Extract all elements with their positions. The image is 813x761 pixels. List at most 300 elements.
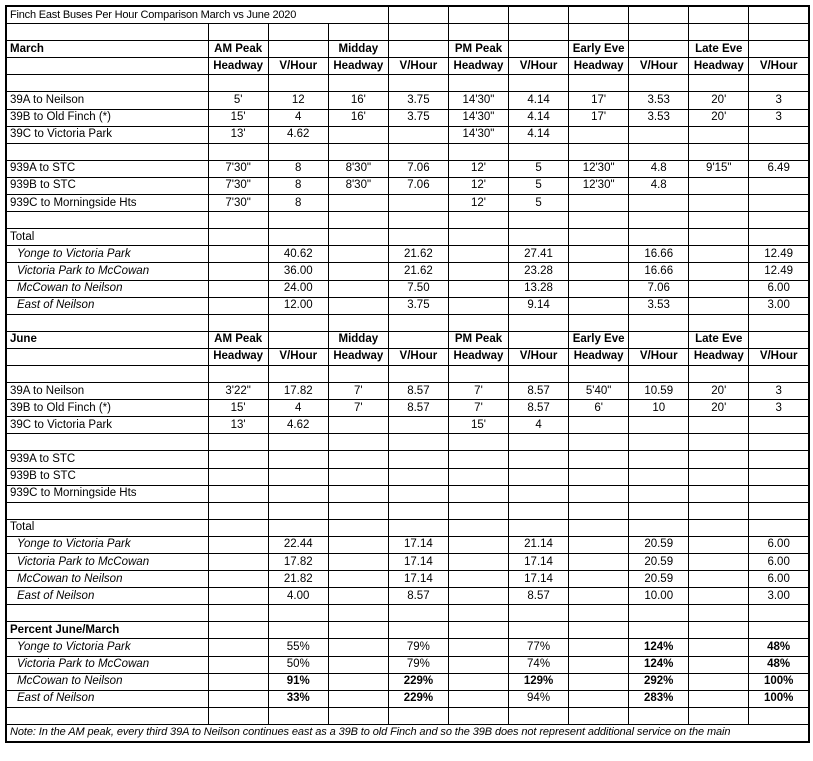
empty-cell[interactable]: [6, 75, 208, 92]
percent-value[interactable]: 129%: [509, 673, 569, 690]
empty-cell[interactable]: [569, 536, 629, 553]
empty-cell[interactable]: [388, 365, 448, 382]
percent-value[interactable]: 124%: [629, 639, 689, 656]
empty-cell[interactable]: [749, 229, 809, 246]
percent-value[interactable]: 33%: [268, 690, 328, 707]
percent-value[interactable]: 79%: [388, 639, 448, 656]
vhour-cell[interactable]: 3: [749, 92, 809, 109]
empty-cell[interactable]: [749, 212, 809, 229]
empty-cell[interactable]: [569, 588, 629, 605]
headway-header[interactable]: Headway: [689, 348, 749, 365]
empty-cell[interactable]: [328, 622, 388, 639]
period-header[interactable]: PM Peak: [448, 41, 508, 58]
empty-cell[interactable]: [208, 434, 268, 451]
empty-cell[interactable]: [208, 571, 268, 588]
percent-value[interactable]: 124%: [629, 656, 689, 673]
footnote[interactable]: Note: In the AM peak, every third 39A to Neilson continues east as a 39B to old Finch and so the 39B does not represent additional service on the main: [6, 724, 809, 742]
headway-cell[interactable]: 7'30": [208, 195, 268, 212]
empty-cell[interactable]: [509, 75, 569, 92]
empty-cell[interactable]: [629, 434, 689, 451]
empty-cell[interactable]: [629, 314, 689, 331]
percent-value[interactable]: 100%: [749, 690, 809, 707]
period-header[interactable]: AM Peak: [208, 41, 268, 58]
headway-cell[interactable]: [689, 177, 749, 194]
vhour-cell[interactable]: 4.8: [629, 160, 689, 177]
headway-cell[interactable]: 12'30": [569, 160, 629, 177]
empty-cell[interactable]: [328, 314, 388, 331]
total-value[interactable]: 16.66: [629, 246, 689, 263]
headway-cell[interactable]: 7': [328, 400, 388, 417]
empty-cell[interactable]: [6, 58, 208, 75]
empty-cell[interactable]: [388, 622, 448, 639]
total-value[interactable]: 21.82: [268, 571, 328, 588]
empty-cell[interactable]: [268, 143, 328, 160]
headway-cell[interactable]: [569, 126, 629, 143]
empty-cell[interactable]: [629, 622, 689, 639]
empty-cell[interactable]: [569, 246, 629, 263]
total-value[interactable]: 4.00: [268, 588, 328, 605]
vhour-cell[interactable]: 5: [509, 160, 569, 177]
vhour-header[interactable]: V/Hour: [268, 58, 328, 75]
vhour-cell[interactable]: [629, 451, 689, 468]
empty-cell[interactable]: [208, 622, 268, 639]
headway-cell[interactable]: [328, 451, 388, 468]
empty-cell[interactable]: [629, 75, 689, 92]
headway-cell[interactable]: 13': [208, 126, 268, 143]
empty-cell[interactable]: [509, 622, 569, 639]
period-header[interactable]: Late Eve: [689, 41, 749, 58]
headway-cell[interactable]: 20': [689, 109, 749, 126]
empty-cell[interactable]: [749, 605, 809, 622]
empty-cell[interactable]: [448, 519, 508, 536]
vhour-header[interactable]: V/Hour: [629, 58, 689, 75]
total-value[interactable]: 22.44: [268, 536, 328, 553]
empty-cell[interactable]: [689, 605, 749, 622]
vhour-cell[interactable]: 8: [268, 177, 328, 194]
empty-cell[interactable]: [569, 502, 629, 519]
sheet-title[interactable]: Finch East Buses Per Hour Comparison March vs June 2020: [6, 6, 388, 24]
empty-cell[interactable]: [208, 639, 268, 656]
empty-cell[interactable]: [629, 365, 689, 382]
total-value[interactable]: 16.66: [629, 263, 689, 280]
empty-cell[interactable]: [689, 143, 749, 160]
empty-cell[interactable]: [448, 365, 508, 382]
empty-cell[interactable]: [689, 229, 749, 246]
empty-cell[interactable]: [268, 24, 328, 41]
headway-cell[interactable]: [569, 468, 629, 485]
route-name[interactable]: 939A to STC: [6, 451, 208, 468]
empty-cell[interactable]: [689, 6, 749, 24]
empty-cell[interactable]: [689, 571, 749, 588]
vhour-cell[interactable]: [388, 417, 448, 434]
empty-cell[interactable]: [569, 280, 629, 297]
headway-cell[interactable]: 15': [208, 400, 268, 417]
total-value[interactable]: 6.00: [749, 280, 809, 297]
empty-cell[interactable]: [268, 434, 328, 451]
total-value[interactable]: 6.00: [749, 536, 809, 553]
empty-cell[interactable]: [509, 212, 569, 229]
empty-cell[interactable]: [689, 263, 749, 280]
route-name[interactable]: 39B to Old Finch (*): [6, 109, 208, 126]
vhour-cell[interactable]: [629, 195, 689, 212]
empty-cell[interactable]: [629, 605, 689, 622]
percent-value[interactable]: 100%: [749, 673, 809, 690]
total-label[interactable]: Total: [6, 229, 208, 246]
headway-cell[interactable]: 12': [448, 160, 508, 177]
empty-cell[interactable]: [689, 246, 749, 263]
empty-cell[interactable]: [448, 6, 508, 24]
segment-name[interactable]: Yonge to Victoria Park: [6, 536, 208, 553]
empty-cell[interactable]: [689, 554, 749, 571]
empty-cell[interactable]: [689, 434, 749, 451]
headway-cell[interactable]: 8'30": [328, 177, 388, 194]
empty-cell[interactable]: [388, 434, 448, 451]
vhour-cell[interactable]: 7.06: [388, 177, 448, 194]
empty-cell[interactable]: [328, 24, 388, 41]
empty-cell[interactable]: [448, 229, 508, 246]
empty-cell[interactable]: [689, 212, 749, 229]
headway-header[interactable]: Headway: [689, 58, 749, 75]
empty-cell[interactable]: [689, 622, 749, 639]
headway-cell[interactable]: [448, 468, 508, 485]
headway-cell[interactable]: 16': [328, 109, 388, 126]
empty-cell[interactable]: [388, 605, 448, 622]
empty-cell[interactable]: [328, 246, 388, 263]
empty-cell[interactable]: [448, 622, 508, 639]
empty-cell[interactable]: [328, 690, 388, 707]
empty-cell[interactable]: [6, 502, 208, 519]
total-value[interactable]: 7.50: [388, 280, 448, 297]
vhour-cell[interactable]: 4.14: [509, 109, 569, 126]
vhour-cell[interactable]: 8.57: [388, 383, 448, 400]
empty-cell[interactable]: [6, 605, 208, 622]
total-value[interactable]: 8.57: [509, 588, 569, 605]
empty-cell[interactable]: [569, 365, 629, 382]
headway-cell[interactable]: [689, 195, 749, 212]
empty-cell[interactable]: [388, 229, 448, 246]
empty-cell[interactable]: [749, 434, 809, 451]
empty-cell[interactable]: [569, 519, 629, 536]
vhour-header[interactable]: V/Hour: [388, 58, 448, 75]
vhour-cell[interactable]: 3: [749, 109, 809, 126]
empty-cell[interactable]: [689, 519, 749, 536]
empty-cell[interactable]: [6, 365, 208, 382]
percent-value[interactable]: 91%: [268, 673, 328, 690]
empty-cell[interactable]: [448, 434, 508, 451]
headway-cell[interactable]: [689, 468, 749, 485]
empty-cell[interactable]: [448, 502, 508, 519]
vhour-cell[interactable]: [749, 417, 809, 434]
empty-cell[interactable]: [749, 6, 809, 24]
percent-value[interactable]: 48%: [749, 639, 809, 656]
empty-cell[interactable]: [328, 588, 388, 605]
route-name[interactable]: 39A to Neilson: [6, 92, 208, 109]
empty-cell[interactable]: [689, 280, 749, 297]
vhour-cell[interactable]: 4.14: [509, 92, 569, 109]
total-value[interactable]: 3.75: [388, 297, 448, 314]
empty-cell[interactable]: [328, 143, 388, 160]
headway-cell[interactable]: 5': [208, 92, 268, 109]
segment-name[interactable]: Victoria Park to McCowan: [6, 263, 208, 280]
empty-cell[interactable]: [569, 690, 629, 707]
empty-cell[interactable]: [569, 229, 629, 246]
empty-cell[interactable]: [328, 280, 388, 297]
empty-cell[interactable]: [509, 331, 569, 348]
vhour-cell[interactable]: 3: [749, 400, 809, 417]
empty-cell[interactable]: [509, 605, 569, 622]
empty-cell[interactable]: [448, 639, 508, 656]
vhour-cell[interactable]: [268, 485, 328, 502]
empty-cell[interactable]: [689, 502, 749, 519]
empty-cell[interactable]: [208, 246, 268, 263]
empty-cell[interactable]: [328, 536, 388, 553]
empty-cell[interactable]: [208, 588, 268, 605]
headway-cell[interactable]: 6': [569, 400, 629, 417]
empty-cell[interactable]: [388, 143, 448, 160]
empty-cell[interactable]: [448, 605, 508, 622]
total-value[interactable]: 12.49: [749, 263, 809, 280]
empty-cell[interactable]: [749, 502, 809, 519]
headway-header[interactable]: Headway: [448, 348, 508, 365]
empty-cell[interactable]: [749, 519, 809, 536]
total-value[interactable]: 20.59: [629, 571, 689, 588]
headway-cell[interactable]: [569, 451, 629, 468]
percent-value[interactable]: 292%: [629, 673, 689, 690]
total-value[interactable]: 13.28: [509, 280, 569, 297]
headway-cell[interactable]: 14'30": [448, 126, 508, 143]
empty-cell[interactable]: [569, 212, 629, 229]
empty-cell[interactable]: [328, 519, 388, 536]
total-value[interactable]: 17.14: [388, 554, 448, 571]
empty-cell[interactable]: [448, 143, 508, 160]
vhour-cell[interactable]: 5: [509, 177, 569, 194]
empty-cell[interactable]: [328, 554, 388, 571]
empty-cell[interactable]: [208, 263, 268, 280]
period-header[interactable]: AM Peak: [208, 331, 268, 348]
empty-cell[interactable]: [268, 41, 328, 58]
empty-cell[interactable]: [6, 24, 208, 41]
route-name[interactable]: 939A to STC: [6, 160, 208, 177]
vhour-cell[interactable]: [629, 126, 689, 143]
empty-cell[interactable]: [629, 229, 689, 246]
total-value[interactable]: 10.00: [629, 588, 689, 605]
total-value[interactable]: 3.00: [749, 297, 809, 314]
headway-cell[interactable]: [569, 417, 629, 434]
empty-cell[interactable]: [388, 707, 448, 724]
total-value[interactable]: 23.28: [509, 263, 569, 280]
empty-cell[interactable]: [208, 365, 268, 382]
empty-cell[interactable]: [6, 314, 208, 331]
empty-cell[interactable]: [629, 331, 689, 348]
headway-cell[interactable]: [569, 485, 629, 502]
empty-cell[interactable]: [569, 75, 629, 92]
empty-cell[interactable]: [388, 331, 448, 348]
vhour-cell[interactable]: [388, 485, 448, 502]
empty-cell[interactable]: [328, 639, 388, 656]
total-value[interactable]: 20.59: [629, 554, 689, 571]
empty-cell[interactable]: [629, 143, 689, 160]
segment-name[interactable]: McCowan to Neilson: [6, 571, 208, 588]
empty-cell[interactable]: [749, 331, 809, 348]
empty-cell[interactable]: [328, 656, 388, 673]
percent-value[interactable]: 229%: [388, 673, 448, 690]
empty-cell[interactable]: [689, 536, 749, 553]
total-value[interactable]: 3.53: [629, 297, 689, 314]
total-value[interactable]: 40.62: [268, 246, 328, 263]
vhour-header[interactable]: V/Hour: [749, 348, 809, 365]
vhour-cell[interactable]: 3.75: [388, 92, 448, 109]
empty-cell[interactable]: [569, 605, 629, 622]
headway-cell[interactable]: [448, 485, 508, 502]
empty-cell[interactable]: [208, 280, 268, 297]
empty-cell[interactable]: [208, 519, 268, 536]
vhour-cell[interactable]: 17.82: [268, 383, 328, 400]
headway-cell[interactable]: [208, 485, 268, 502]
vhour-header[interactable]: V/Hour: [749, 58, 809, 75]
headway-cell[interactable]: 7': [448, 400, 508, 417]
total-value[interactable]: 17.82: [268, 554, 328, 571]
empty-cell[interactable]: [569, 571, 629, 588]
vhour-header[interactable]: V/Hour: [629, 348, 689, 365]
total-value[interactable]: 21.62: [388, 246, 448, 263]
total-value[interactable]: 17.14: [388, 571, 448, 588]
empty-cell[interactable]: [689, 75, 749, 92]
segment-name[interactable]: McCowan to Neilson: [6, 673, 208, 690]
june-section-label[interactable]: June: [6, 331, 208, 348]
empty-cell[interactable]: [569, 143, 629, 160]
empty-cell[interactable]: [749, 365, 809, 382]
empty-cell[interactable]: [388, 314, 448, 331]
total-value[interactable]: 24.00: [268, 280, 328, 297]
vhour-cell[interactable]: [388, 451, 448, 468]
headway-cell[interactable]: [328, 195, 388, 212]
empty-cell[interactable]: [6, 707, 208, 724]
percent-value[interactable]: 74%: [509, 656, 569, 673]
vhour-cell[interactable]: 10.59: [629, 383, 689, 400]
empty-cell[interactable]: [448, 588, 508, 605]
vhour-cell[interactable]: 6.49: [749, 160, 809, 177]
period-header[interactable]: Midday: [328, 331, 388, 348]
empty-cell[interactable]: [509, 365, 569, 382]
total-value[interactable]: 17.14: [388, 536, 448, 553]
percent-value[interactable]: 77%: [509, 639, 569, 656]
empty-cell[interactable]: [268, 212, 328, 229]
total-value[interactable]: 21.14: [509, 536, 569, 553]
empty-cell[interactable]: [569, 673, 629, 690]
headway-cell[interactable]: 12': [448, 177, 508, 194]
empty-cell[interactable]: [208, 536, 268, 553]
empty-cell[interactable]: [208, 297, 268, 314]
empty-cell[interactable]: [268, 331, 328, 348]
empty-cell[interactable]: [509, 707, 569, 724]
empty-cell[interactable]: [509, 519, 569, 536]
headway-cell[interactable]: 16': [328, 92, 388, 109]
empty-cell[interactable]: [689, 24, 749, 41]
empty-cell[interactable]: [208, 212, 268, 229]
empty-cell[interactable]: [509, 6, 569, 24]
empty-cell[interactable]: [328, 707, 388, 724]
vhour-cell[interactable]: [388, 195, 448, 212]
total-value[interactable]: 17.14: [509, 571, 569, 588]
empty-cell[interactable]: [268, 605, 328, 622]
vhour-header[interactable]: V/Hour: [388, 348, 448, 365]
percent-label[interactable]: Percent June/March: [6, 622, 208, 639]
empty-cell[interactable]: [268, 502, 328, 519]
vhour-header[interactable]: V/Hour: [268, 348, 328, 365]
period-header[interactable]: Early Eve: [569, 331, 629, 348]
vhour-cell[interactable]: [509, 485, 569, 502]
empty-cell[interactable]: [509, 229, 569, 246]
empty-cell[interactable]: [689, 639, 749, 656]
empty-cell[interactable]: [208, 673, 268, 690]
empty-cell[interactable]: [749, 314, 809, 331]
empty-cell[interactable]: [448, 536, 508, 553]
vhour-header[interactable]: V/Hour: [509, 58, 569, 75]
total-label[interactable]: Total: [6, 519, 208, 536]
route-name[interactable]: 39C to Victoria Park: [6, 417, 208, 434]
empty-cell[interactable]: [208, 143, 268, 160]
vhour-cell[interactable]: 4.62: [268, 417, 328, 434]
vhour-cell[interactable]: [268, 451, 328, 468]
route-name[interactable]: 939C to Morningside Hts: [6, 485, 208, 502]
empty-cell[interactable]: [569, 707, 629, 724]
headway-cell[interactable]: 7': [328, 383, 388, 400]
headway-cell[interactable]: [689, 451, 749, 468]
vhour-cell[interactable]: 8.57: [509, 400, 569, 417]
empty-cell[interactable]: [629, 502, 689, 519]
headway-header[interactable]: Headway: [208, 58, 268, 75]
vhour-cell[interactable]: 4.62: [268, 126, 328, 143]
headway-cell[interactable]: [328, 126, 388, 143]
headway-cell[interactable]: 12'30": [569, 177, 629, 194]
empty-cell[interactable]: [569, 622, 629, 639]
total-value[interactable]: 36.00: [268, 263, 328, 280]
headway-cell[interactable]: 20': [689, 400, 749, 417]
route-name[interactable]: 39C to Victoria Park: [6, 126, 208, 143]
empty-cell[interactable]: [328, 365, 388, 382]
vhour-cell[interactable]: 12: [268, 92, 328, 109]
vhour-cell[interactable]: 4.8: [629, 177, 689, 194]
empty-cell[interactable]: [6, 143, 208, 160]
empty-cell[interactable]: [569, 6, 629, 24]
total-value[interactable]: 6.00: [749, 554, 809, 571]
vhour-cell[interactable]: 10: [629, 400, 689, 417]
empty-cell[interactable]: [448, 212, 508, 229]
empty-cell[interactable]: [328, 605, 388, 622]
route-name[interactable]: 939B to STC: [6, 468, 208, 485]
vhour-cell[interactable]: 8.57: [388, 400, 448, 417]
empty-cell[interactable]: [208, 24, 268, 41]
headway-cell[interactable]: 14'30": [448, 109, 508, 126]
vhour-cell[interactable]: [749, 468, 809, 485]
empty-cell[interactable]: [448, 690, 508, 707]
vhour-cell[interactable]: [749, 126, 809, 143]
vhour-cell[interactable]: [388, 468, 448, 485]
route-name[interactable]: 39A to Neilson: [6, 383, 208, 400]
headway-cell[interactable]: [328, 468, 388, 485]
headway-cell[interactable]: 3'22": [208, 383, 268, 400]
empty-cell[interactable]: [749, 622, 809, 639]
vhour-cell[interactable]: [629, 417, 689, 434]
empty-cell[interactable]: [689, 707, 749, 724]
vhour-cell[interactable]: [509, 451, 569, 468]
empty-cell[interactable]: [388, 519, 448, 536]
empty-cell[interactable]: [6, 212, 208, 229]
segment-name[interactable]: Victoria Park to McCowan: [6, 554, 208, 571]
empty-cell[interactable]: [448, 571, 508, 588]
empty-cell[interactable]: [328, 673, 388, 690]
percent-value[interactable]: 283%: [629, 690, 689, 707]
